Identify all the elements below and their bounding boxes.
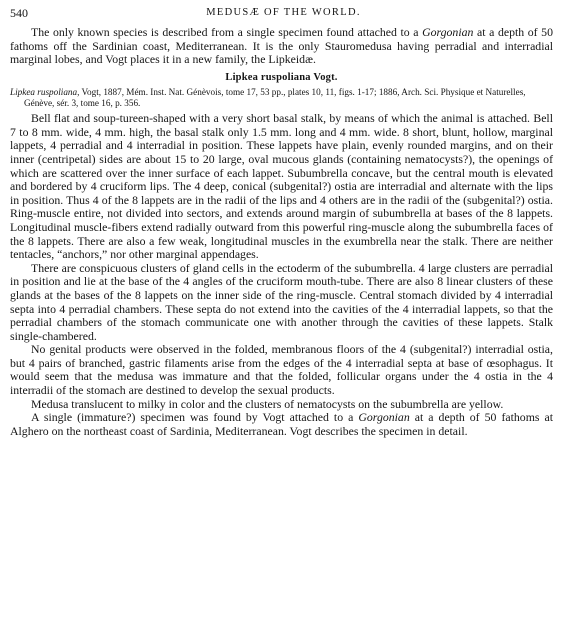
- intro-paragraph: [10, 26, 553, 67]
- closing-italic-gorgonian: Gorgonian: [358, 410, 410, 425]
- description-paragraph-4: Medusa translucent to milky in color and the clusters of nematocysts on the subumbrella are yellow.: [31, 396, 504, 411]
- synonymy-citation: [10, 87, 553, 109]
- closing-paragraph: [10, 411, 553, 438]
- closing-text-2: at a depth of 50 fathoms at Alghero on the northeast coast of Sardinia, Mediterranean. Vogt describes the specimen in detail.: [10, 410, 553, 438]
- citation-text: Vogt, 1887, Mém. Inst. Nat. Génèvois, tome 17, 53 pp., plates 10, 11, figs. 1-17; 1886, Arch. Sci. Physique et Naturelles, Génève, sér. 3, tome 16, p. 356.: [24, 86, 526, 108]
- species-heading: Lipkea ruspoliana Vogt.: [225, 71, 338, 83]
- intro-text-2: at a depth of 50 fathoms off the Sardinian coast, Mediterranean. It is the only Stauromedusa having perradial and interradial marginal lobes, and Vogt places it in a new family, the Lipkeidæ.: [10, 25, 553, 67]
- description-paragraph-2: There are conspicuous clusters of gland cells in the ectoderm of the subumbrella. 4 large clusters are perradial in position and lie at the base of the 4 angles of the cruciform mouth-tube. There are also 8 linear clusters of these glands at the bases of the 8 lappets on the inner side of the ring-muscle. Central stomach divided by 4 interradial septa into 4 perradial chambers. These septa do not extend into the cavities of the 4 interradial lappets, so that the perradial chambers of the stomach communicate one with another through the cavities of these lappets. Stalk single-chambered.: [10, 260, 553, 343]
- running-head: [10, 6, 553, 20]
- description-paragraph-3: No genital products were observed in the folded, membranous floors of the 4 (subgenital?) interradial ostia, but 4 pairs of branched, gastric filaments arise from the edges of the 4 interradial septa at base of œsophagus. It would seem that the medusa was immature and that the folded, follicular organs under the 4 ostia in the 4 interradii of the stomach are destined to develop the sexual products.: [10, 342, 553, 398]
- intro-text-1: The only known species is described from a single specimen found attached to a: [31, 25, 423, 39]
- citation-synonym: Lipkea ruspoliana,: [10, 86, 80, 97]
- closing-text-1: A single (immature?) specimen was found by Vogt attached to a: [31, 410, 359, 425]
- description-paragraph-1: Bell flat and soup-tureen-shaped with a very short basal stalk, by means of which the animal is attached. Bell 7 to 8 mm. wide, 4 mm. high, the basal stalk only 1.5 mm. long and 4 mm. wide. 8 short, blunt, hollow, marginal lappets, 4 perradial and 4 interradial in position. These lappets have plain, evenly rounded margins, and on their inner (centripetal) sides are about 15 to 20 large, oval mucous glands (containing nematocysts?), the openings of which are scattered over the inner surface of each lappet. Subumbrella concave, but the central mouth is elevated and bordered by 4 cruciform lips. The 4 deep, conical (subgenital?) ostia are interradial and alternate with the lips in position. Thus 4 of the 8 lappets are in the radii of the lips and 4 others are in the radii of the (subgenital?) ostia. Ring-muscle entire, not divided into sectors, and extends around margin of subumbrella at bases of the 8 lappets. Longitudinal muscle-fibers extend radially outward from this powerful ring-muscle along the subumbrella faces of the 8 lappets. There are also a few weak, longitudinal muscles in the exumbrella near the stalk. There are neither tentacles, “anchors,” nor other marginal appendages.: [10, 111, 553, 262]
- intro-italic-gorgonian: Gorgonian: [422, 25, 474, 39]
- running-title: MEDUSÆ OF THE WORLD.: [206, 7, 361, 18]
- page-number: 540: [10, 6, 28, 20]
